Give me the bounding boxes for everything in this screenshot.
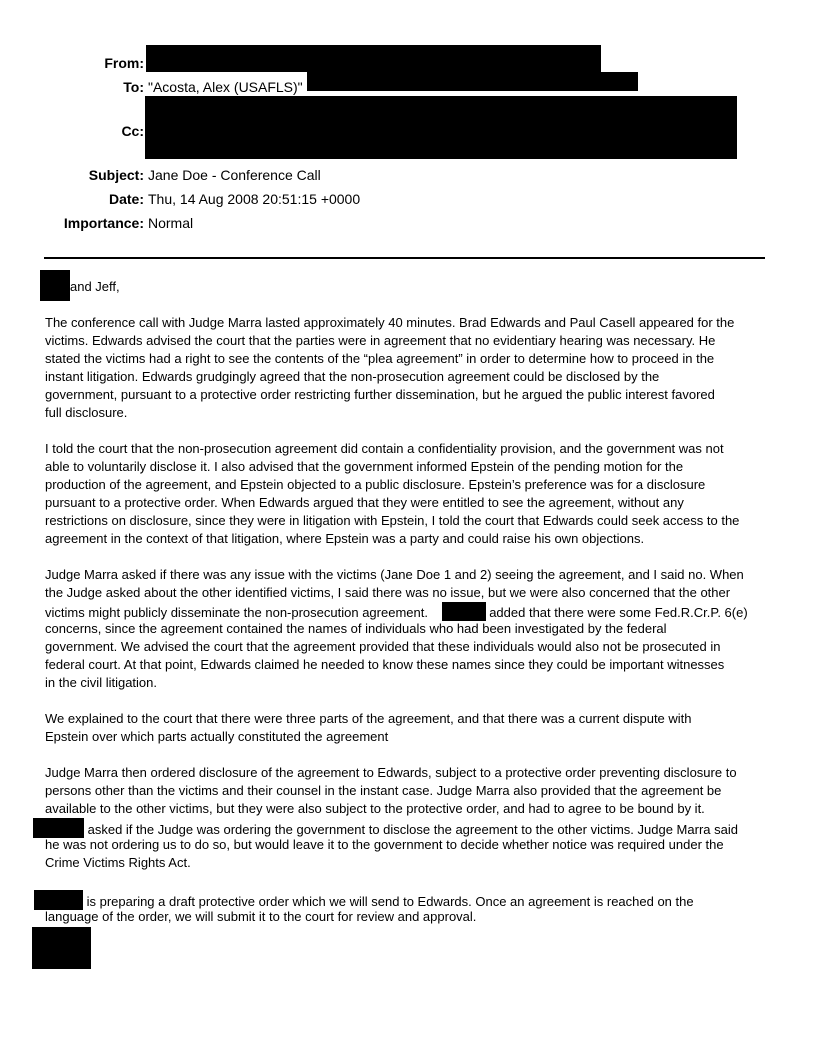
paragraph-line: full disclosure. <box>45 405 128 420</box>
greeting-redaction <box>40 270 70 301</box>
paragraph-line: persons other than the victims and their counsel in the instant case. Judge Marra also provided that the agreement be <box>45 783 722 798</box>
paragraph-line: victims. Edwards advised the court that the parties were in agreement that no evidentiary hearing was necessary. He <box>45 333 716 348</box>
greeting: and Jeff, <box>70 279 120 294</box>
paragraph-line <box>45 602 767 620</box>
paragraph-line <box>33 818 767 836</box>
subject-value: Jane Doe - Conference Call <box>148 167 321 183</box>
paragraph-line: Epstein over which parts actually constituted the agreement <box>45 729 389 744</box>
paragraph-line: he was not ordering us to do so, but would leave it to the government to decide whether notice was required under the <box>45 837 724 852</box>
paragraph-line: instant litigation. Edwards grudgingly agreed that the non-prosecution agreement could be disclosed by the <box>45 369 660 384</box>
cc-label: Cc: <box>121 123 144 139</box>
paragraph-line: federal court. At that point, Edwards claimed he needed to know these names since they could be important witnesses <box>45 657 725 672</box>
paragraph-3 <box>45 566 767 692</box>
paragraph-line: the Judge asked about the other identified victims, I said there was no issue, but we were also concerned that the other <box>45 585 731 600</box>
paragraph-line: able to voluntarily disclose it. I also advised that the government informed Epstein of the pending motion for the <box>45 459 684 474</box>
paragraph-segment: is preparing a draft protective order which we will send to Edwards. Once an agreement is reached on the <box>83 894 694 909</box>
inline-redaction <box>442 602 486 621</box>
to-value: "Acosta, Alex (USAFLS)" <box>148 79 303 95</box>
importance-value: Normal <box>148 215 194 231</box>
paragraph-line: Judge Marra then ordered disclosure of the agreement to Edwards, subject to a protective order preventing disclosure to <box>45 765 737 780</box>
date-label: Date: <box>108 191 144 207</box>
paragraph-5 <box>45 764 767 872</box>
paragraph-line: in the civil litigation. <box>45 675 157 690</box>
paragraph-1 <box>45 314 767 422</box>
paragraph-segment: victims might publicly disseminate the non-prosecution agreement. <box>45 605 428 620</box>
to-label: To: <box>123 79 144 95</box>
paragraph-line: Crime Victims Rights Act. <box>45 855 191 870</box>
paragraph-line: We explained to the court that there were three parts of the agreement, and that there was a current dispute with <box>45 711 692 726</box>
paragraph-line: pursuant to a protective order. When Edwards argued that they were entitled to see the agreement, without any <box>45 495 684 510</box>
paragraph-segment: asked if the Judge was ordering the government to disclose the agreement to the other victims. Judge Marra said <box>84 822 738 837</box>
paragraph-line: production of the agreement, and Epstein objected to a public disclosure. Epstein’s preference was for a disclosure <box>45 477 706 492</box>
paragraph-line: language of the order, we will submit it to the court for review and approval. <box>45 909 477 924</box>
signature-redaction <box>32 927 91 969</box>
paragraph-line <box>34 890 767 908</box>
paragraph-line: agreement in the context of that litigation, where Epstein was a party and could raise his own objections. <box>45 531 645 546</box>
paragraph-line: I told the court that the non-prosecution agreement did contain a confidentiality provision, and the government was not <box>45 441 724 456</box>
paragraph-line: The conference call with Judge Marra lasted approximately 40 minutes. Brad Edwards and Paul Casell appeared for the <box>45 315 735 330</box>
inline-redaction <box>33 818 84 838</box>
paragraph-line: government. We advised the court that the agreement provided that these individuals would also not be prosecuted in <box>45 639 721 654</box>
header-divider <box>44 257 765 259</box>
to-redaction <box>307 72 638 91</box>
subject-label: Subject: <box>88 167 144 183</box>
importance-label: Importance: <box>63 215 144 231</box>
cc-redaction <box>145 96 737 159</box>
paragraph-2 <box>45 440 767 548</box>
date-value: Thu, 14 Aug 2008 20:51:15 +0000 <box>148 191 361 207</box>
from-label: From: <box>104 55 144 71</box>
paragraph-segment: added that there were some Fed.R.Cr.P. 6(e) <box>485 605 748 620</box>
paragraph-line: available to the other victims, but they were also subject to the protective order, and had to agree to be bound by it. <box>45 801 705 816</box>
paragraph-line: restrictions on disclosure, since they were in litigation with Epstein, I told the court that Edwards could seek access to the <box>45 513 740 528</box>
paragraph-line: Judge Marra asked if there was any issue with the victims (Jane Doe 1 and 2) seeing the agreement, and I said no. When <box>45 567 744 582</box>
paragraph-line: concerns, since the agreement contained the names of individuals who had been investigated by the federal <box>45 621 667 636</box>
paragraph-6 <box>45 890 767 926</box>
paragraph-line: stated the victims had a right to see the contents of the “plea agreement” in order to determine how to proceed in the <box>45 351 715 366</box>
paragraph-line: government, pursuant to a protective order restricting further dissemination, but he argued the public interest favored <box>45 387 715 402</box>
from-redaction <box>146 45 601 72</box>
paragraph-4 <box>45 710 767 746</box>
inline-redaction <box>34 890 83 910</box>
